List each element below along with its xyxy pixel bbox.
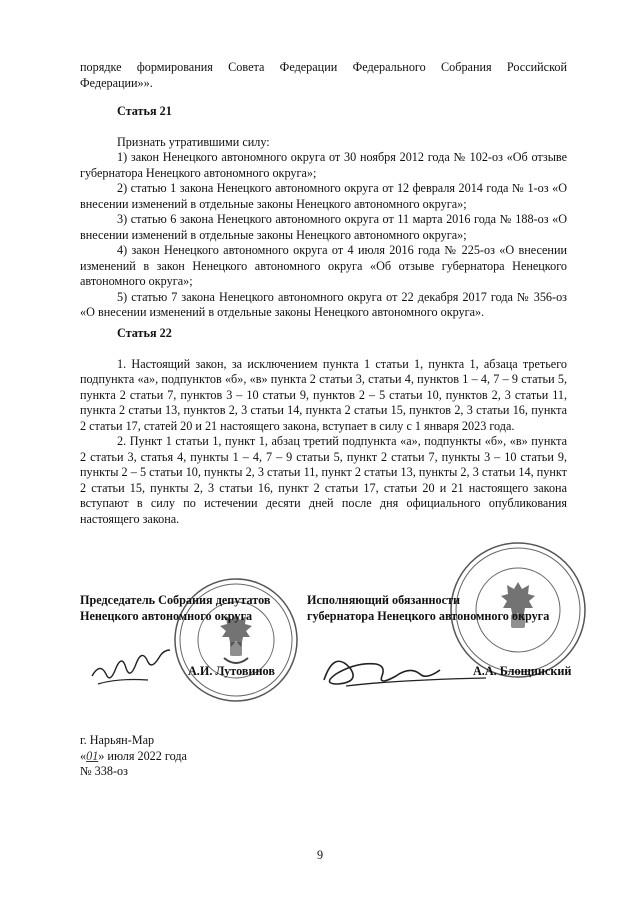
intro-line-1: порядке формирования Совета Федерации Федерального Собрания Российской <box>80 60 567 74</box>
footer-date <box>80 749 187 765</box>
signature-left <box>88 644 173 694</box>
signatory-right-name: А.А. Блощинский <box>473 664 572 678</box>
signatory-left-title <box>80 593 271 624</box>
article-22-heading: Статья 22 <box>117 326 172 340</box>
intro-line-2: Федерации»». <box>80 75 153 90</box>
footer-city: г. Нарьян-Мар <box>80 733 155 747</box>
footer-number: № 338-оз <box>80 764 128 778</box>
signatory-left-name: А.И. Лутовинов <box>188 664 275 678</box>
article-21-lead: Признать утратившими силу: <box>117 134 270 149</box>
signatory-right-title <box>307 593 549 624</box>
article-22 <box>80 326 567 527</box>
article-22-paragraph: 1. Настоящий закон, за исключением пункта 1 статьи 1, пункта 1, абзаца третьего подпункта «а», подпунктов «б», «в» пункта 2 статьи 3, статьи 4, пунктов 1 – 4, 7 – 9 статьи 5, пункта 2 статьи 7, пунктов 3 – 10 статьи 9, пунктов 2 – 5 статьи 10, пунктов 2, 3 статьи 11, пункта 2 статьи 13, пунктов 2, 3 статьи 14, пункта 2 статьи 15, пунктов 2, 3 статьи 16, пункта 2 статьи 17, статей 20 и 21 настоящего закона, вступает в силу с 1 января 2023 года. <box>80 356 567 433</box>
page-number: 9 <box>316 848 324 862</box>
intro-block <box>80 60 567 91</box>
article-21-item: 4) закон Ненецкого автономного округа от 4 июля 2016 года № 225-оз «О внесении изменений в закон Ненецкого автономного округа «Об отзыве губернатора Ненецкого автономного округа»; <box>80 243 567 288</box>
footer-date-suffix: » июля 2022 года <box>98 748 187 763</box>
footer-block <box>80 733 187 780</box>
footer-date-prefix: « <box>80 748 87 763</box>
article-21-heading: Статья 21 <box>117 104 172 118</box>
signatory-right-title-line1: Исполняющий обязанности <box>307 593 461 607</box>
signatory-left-title-line2: Ненецкого автономного округа <box>80 608 253 623</box>
article-21-item: 2) статью 1 закона Ненецкого автономного округа от 12 февраля 2014 года № 1-оз «О внесении изменений в отдельные законы Ненецкого автономного округа»; <box>80 181 567 211</box>
article-21-item: 3) статью 6 закона Ненецкого автономного округа от 11 марта 2016 года № 188-оз «О внесении изменений в отдельные законы Ненецкого автономного округа»; <box>80 212 567 242</box>
signature-right <box>316 640 496 696</box>
footer-date-day: 01 <box>86 748 99 763</box>
article-21 <box>80 104 567 321</box>
article-22-paragraph: 2. Пункт 1 статьи 1, пункт 1, абзац третий подпункта «а», подпункты «б», «в» пункта 2 статьи 3, статья 4, пункты 1 – 4, 7 – 9 статьи 5, пункт 2 статьи 7, пункты 3 – 10 статьи 9, пункты 2 – 5 статьи 10, пункты 2, 3 статьи 11, пункт 2 статьи 13, пункты 2, 3 статьи 14, пункт 2 статьи 15, пункты 2, 3 статьи 16, пункт 2 статьи 17, статьи 20 и 21 настоящего закона вступают в силу по истечении десяти дней после дня официального опубликования настоящего закона. <box>80 434 567 526</box>
signatory-right-title-line2: губернатора Ненецкого автономного округа <box>307 608 550 623</box>
article-21-item: 1) закон Ненецкого автономного округа от 30 ноября 2012 года № 102-оз «Об отзыве губернатора Ненецкого автономного округа»; <box>80 150 567 180</box>
signatory-left-title-line1: Председатель Собрания депутатов <box>80 593 271 607</box>
article-21-item: 5) статью 7 закона Ненецкого автономного округа от 22 декабря 2017 года № 356-оз «О внесении изменений в отдельные законы Ненецкого автономного округа». <box>80 289 567 319</box>
